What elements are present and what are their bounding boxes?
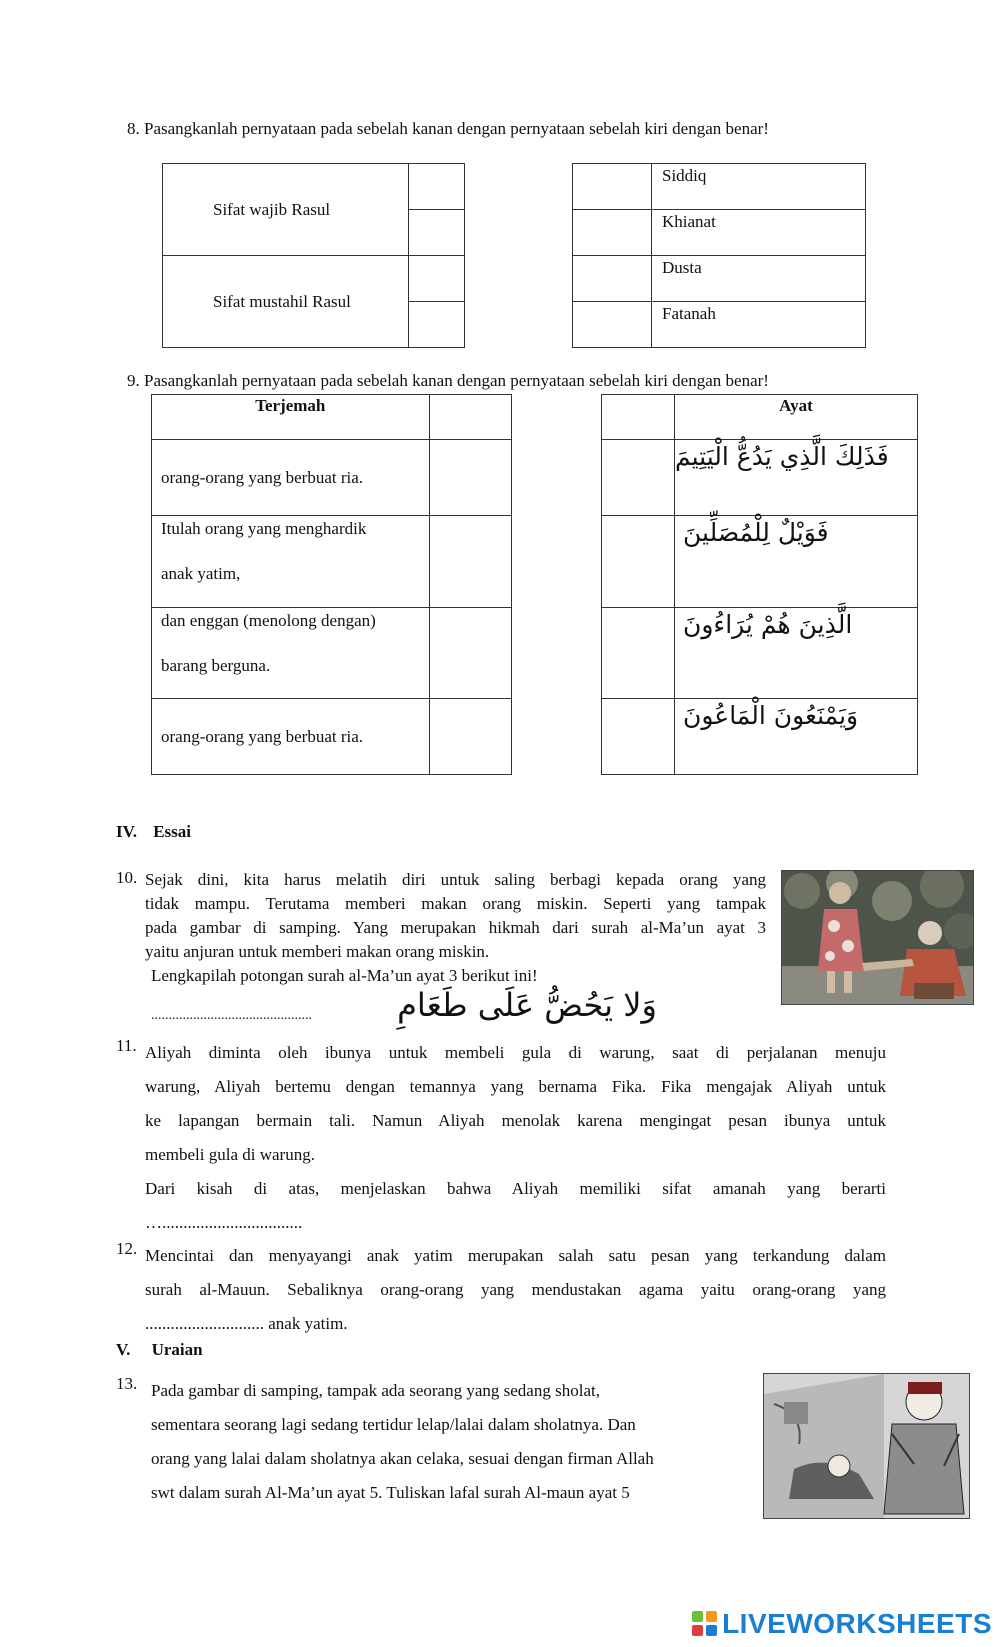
q10-line: tidak mampu. Terutama memberi makan orang miskin. Seperti yang tampak xyxy=(145,894,766,913)
praying-and-sleeping-illustration xyxy=(764,1374,969,1518)
q9-ayat-cell xyxy=(675,608,918,699)
q8-answer-box[interactable] xyxy=(573,256,652,302)
liveworksheets-logo-text: LIVEWORKSHEETS xyxy=(722,1608,992,1639)
q9-ayat-cell xyxy=(675,440,918,516)
q9-terjemah-cell xyxy=(152,699,430,775)
q9-terjemah-line: orang-orang yang berbuat ria. xyxy=(161,467,364,487)
q10-line: Sejak dini, kita harus melatih diri untuk saling berbagi kepada orang yang xyxy=(145,870,766,889)
q9-answer-box[interactable] xyxy=(602,440,675,516)
section-v-title: Uraian xyxy=(151,1340,203,1359)
q11-number: 11. xyxy=(116,1036,137,1055)
q10-number: 10. xyxy=(116,868,138,887)
q13-line: Pada gambar di samping, tampak ada seorang yang sedang sholat, xyxy=(151,1381,600,1400)
q8-right-item: Fatanah xyxy=(652,302,866,348)
q9-terjemah-line: Itulah orang yang menghardik xyxy=(161,519,367,538)
q9-answer-box[interactable] xyxy=(429,516,511,608)
q12-number: 12. xyxy=(116,1239,138,1258)
q9-answer-box[interactable] xyxy=(429,608,511,699)
q8-answer-box[interactable] xyxy=(408,256,464,302)
q8-answer-box[interactable] xyxy=(573,164,652,210)
q9-answer-box[interactable] xyxy=(602,608,675,699)
q10-line: pada gambar di samping. Yang merupakan hikmah dari surah al-Ma’un ayat 3 xyxy=(145,918,766,937)
q8-answer-box[interactable] xyxy=(408,164,464,210)
q9-ayat-text: فَذَلِكَ الَّذِي يَدُعُّ الْيَتِيمَ xyxy=(675,442,889,471)
section-iv-heading xyxy=(116,822,191,842)
q9-answer-box[interactable] xyxy=(429,395,511,440)
q9-left-table xyxy=(151,394,512,775)
q9-answer-box[interactable] xyxy=(602,699,675,775)
q11-answer-blank[interactable]: …................................. xyxy=(145,1213,303,1232)
q8-instruction: 8. Pasangkanlah pernyataan pada sebelah kanan dengan pernyataan sebelah kiri dengan benar! xyxy=(127,119,769,138)
q9-terjemah-line: anak yatim, xyxy=(161,564,241,583)
q9-terjemah-cell xyxy=(152,608,430,699)
section-iv-title: Essai xyxy=(153,822,191,841)
q9-ayat-text: وَيَمْنَعُونَ الْمَاعُونَ xyxy=(683,701,859,730)
q13-paragraph xyxy=(151,1374,741,1510)
q8-answer-box[interactable] xyxy=(408,210,464,256)
q12-line[interactable]: ............................ anak yatim. xyxy=(145,1314,348,1333)
q12-line: surah al-Mauun. Sebaliknya orang-orang yang mendustakan agama yaitu orang-orang yang xyxy=(145,1280,886,1299)
q8-right-item: Dusta xyxy=(652,256,866,302)
q10-photo xyxy=(781,870,974,1005)
q12-paragraph xyxy=(145,1239,886,1341)
q10-arabic-verse: وَلا يَحُضُّ عَلَى طَعَامِ xyxy=(397,986,657,1024)
q11-line: ke lapangan bermain tali. Namun Aliyah menolak karena mengingat pesan ibunya untuk xyxy=(145,1111,886,1130)
q13-line: orang yang lalai dalam sholatnya akan celaka, sesuai dengan firman Allah xyxy=(151,1449,654,1468)
q9-terjemah-cell xyxy=(152,516,430,608)
q8-answer-box[interactable] xyxy=(408,302,464,348)
q9-terjemah-cell xyxy=(152,440,430,516)
q11-line: Dari kisah di atas, menjelaskan bahwa Aliyah memiliki sifat amanah yang berarti xyxy=(145,1179,886,1198)
q12-line: Mencintai dan menyayangi anak yatim merupakan salah satu pesan yang terkandung dalam xyxy=(145,1246,886,1265)
q11-line: membeli gula di warung. xyxy=(145,1145,315,1164)
q10-line: yaitu anjuran untuk memberi makan orang miskin. xyxy=(145,942,490,961)
q9-ayat-cell xyxy=(675,699,918,775)
q13-line: sementara seorang lagi sedang tertidur lelap/lalai dalam sholatnya. Dan xyxy=(151,1415,636,1434)
q8-left-table xyxy=(162,163,465,348)
q8-answer-box[interactable] xyxy=(573,210,652,256)
q11-line: Aliyah diminta oleh ibunya untuk membeli gula di warung, saat di perjalanan menuju xyxy=(145,1043,886,1062)
q10-paragraph xyxy=(145,868,766,988)
sharing-food-illustration xyxy=(782,871,973,1004)
liveworksheets-logo xyxy=(692,1608,992,1640)
q13-illustration xyxy=(763,1373,970,1519)
section-v-number: V. xyxy=(116,1340,131,1359)
q9-ayat-text: فَوَيْلٌ لِلْمُصَلِّينَ xyxy=(683,518,829,547)
q9-ayat-text: الَّذِينَ هُمْ يُرَاءُونَ xyxy=(683,610,853,639)
q8-right-item: Siddiq xyxy=(652,164,866,210)
q10-prompt: Lengkapilah potongan surah al-Ma’un ayat 3 berikut ini! xyxy=(151,966,538,985)
q9-answer-box[interactable] xyxy=(602,516,675,608)
q10-answer-blank[interactable]: .............................................. xyxy=(151,1008,312,1023)
q9-answer-box[interactable] xyxy=(429,440,511,516)
q8-right-item: Khianat xyxy=(652,210,866,256)
q9-terjemah-line: dan enggan (menolong dengan) xyxy=(161,611,376,630)
q13-number: 13. xyxy=(116,1374,138,1393)
q8-answer-box[interactable] xyxy=(573,302,652,348)
section-v-heading xyxy=(116,1340,203,1360)
q9-right-table xyxy=(601,394,918,775)
q8-right-table xyxy=(572,163,866,348)
q9-terjemah-line: orang-orang yang berbuat ria. xyxy=(161,726,364,746)
q9-terjemah-line: barang berguna. xyxy=(161,656,271,675)
liveworksheets-logo-icon xyxy=(692,1611,718,1637)
q9-ayat-cell xyxy=(675,516,918,608)
q8-left-item: Sifat wajib Rasul xyxy=(163,164,409,256)
q11-paragraph xyxy=(145,1036,886,1240)
q8-left-item: Sifat mustahil Rasul xyxy=(163,256,409,348)
q9-right-header: Ayat xyxy=(675,395,918,440)
q13-line: swt dalam surah Al-Ma’un ayat 5. Tuliskan lafal surah Al-maun ayat 5 xyxy=(151,1483,630,1502)
q9-answer-box[interactable] xyxy=(602,395,675,440)
section-iv-number: IV. xyxy=(116,822,137,841)
q9-instruction: 9. Pasangkanlah pernyataan pada sebelah kanan dengan pernyataan sebelah kiri dengan benar! xyxy=(127,371,769,390)
q9-answer-box[interactable] xyxy=(429,699,511,775)
q11-line: warung, Aliyah bertemu dengan temannya yang bernama Fika. Fika mengajak Aliyah untuk xyxy=(145,1077,886,1096)
q9-left-header: Terjemah xyxy=(152,395,430,440)
